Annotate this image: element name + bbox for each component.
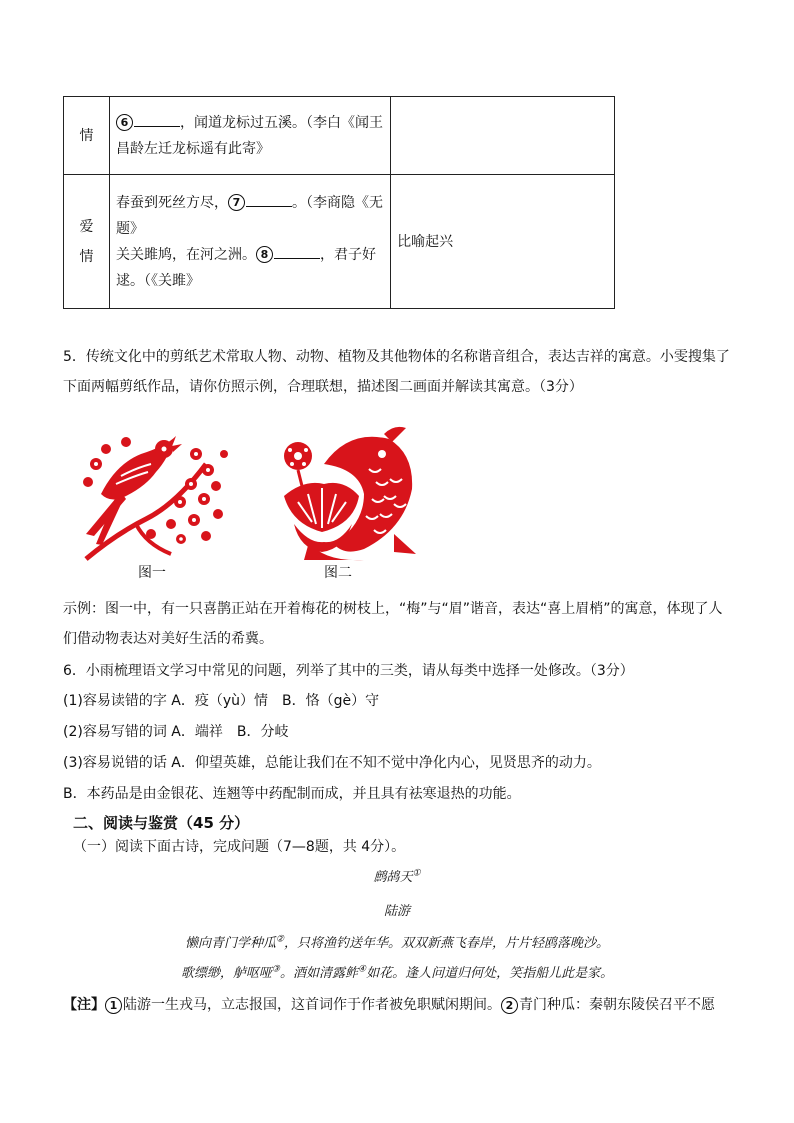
content-cell: 6 ，闻道龙标过五溪。（李白《闻王昌龄左迁龙标遥有此寄》 bbox=[110, 97, 391, 175]
circled-number: 1 bbox=[105, 997, 122, 1014]
papercut-magpie-image bbox=[76, 424, 236, 564]
note-cell bbox=[391, 97, 615, 175]
poem-title: 鹧鸪天① bbox=[373, 868, 421, 885]
circled-number: 2 bbox=[501, 997, 518, 1014]
category-cell: 爱 情 bbox=[64, 175, 110, 309]
poem-table bbox=[63, 96, 615, 309]
table-row bbox=[64, 175, 615, 309]
table-row bbox=[64, 97, 615, 175]
example-paragraph: 示例：图一中，有一只喜鹊正站在开着梅花的树枝上，“梅”与“眉”谐音，表达“喜上眉梢”的寓意，体现了人们借动物表达对美好生活的希冀。 bbox=[63, 601, 723, 647]
answer-blank[interactable] bbox=[274, 244, 320, 259]
question-6-item-2: (2)容易写错的词 A．端祥 B．分岐 bbox=[63, 724, 289, 740]
figure-1-caption: 图一 bbox=[138, 565, 166, 581]
poem-line-1: 懒向青门学种瓜②，只将渔钓送年华。双双新燕飞春岸，片片轻鸥落晚沙。 bbox=[184, 934, 610, 951]
question-6-item-1: (1)容易读错的字 A．疫（yù）情 B．恪（gè）守 bbox=[63, 693, 380, 709]
circled-number: 7 bbox=[228, 194, 245, 211]
content-cell: 春蚕到死丝方尽， 7 。（李商隐《无题》 关关雎鸠，在河之洲。 8 ，君子好逑。（《关雎》 bbox=[110, 175, 391, 309]
answer-blank[interactable] bbox=[134, 112, 180, 127]
category-cell: 情 bbox=[64, 97, 110, 175]
papercut-fish-lotus-image bbox=[264, 424, 424, 564]
circled-number: 6 bbox=[116, 114, 133, 131]
poem-line-2: 歌缥缈，舻呕哑③。酒如清露鲊④如花。逢人问道归何处，笑指船儿此是家。 bbox=[180, 964, 614, 981]
section-2-title: 二、阅读与鉴赏（45 分） bbox=[73, 814, 250, 832]
question-5: 5．传统文化中的剪纸艺术常取人物、动物、植物及其他物体的名称谐音组合，表达吉祥的寓意。小雯搜集了下面两幅剪纸作品，请你仿照示例，合理联想，描述图二画面并解读其寓意。（3分） bbox=[63, 349, 730, 395]
question-6-item-3: (3)容易说错的话 A．仰望英雄，总能让我们在不知不觉中净化内心，见贤思齐的动力。 bbox=[63, 755, 601, 771]
poem-author: 陆游 bbox=[383, 904, 410, 919]
question-6-item-3b: B．本药品是由金银花、连翘等中药配制而成，并且具有祛寒退热的功能。 bbox=[63, 786, 521, 802]
answer-blank[interactable] bbox=[246, 192, 292, 207]
note-cell: 比喻起兴 bbox=[391, 175, 615, 309]
figure-2-caption: 图二 bbox=[324, 565, 352, 581]
section-2-subtitle: （一）阅读下面古诗，完成问题（7—8题，共 4分）。 bbox=[73, 839, 406, 855]
question-6-intro: 6．小雨梳理语文学习中常见的问题，列举了其中的三类，请从每类中选择一处修改。（3分） bbox=[63, 663, 634, 679]
circled-number: 8 bbox=[256, 246, 273, 263]
poem-notes: 【注】 1 陆游一生戎马，立志报国，这首词作于作者被免职赋闲期间。 2 青门种瓜：秦朝东陵侯召平不愿 bbox=[63, 997, 715, 1013]
